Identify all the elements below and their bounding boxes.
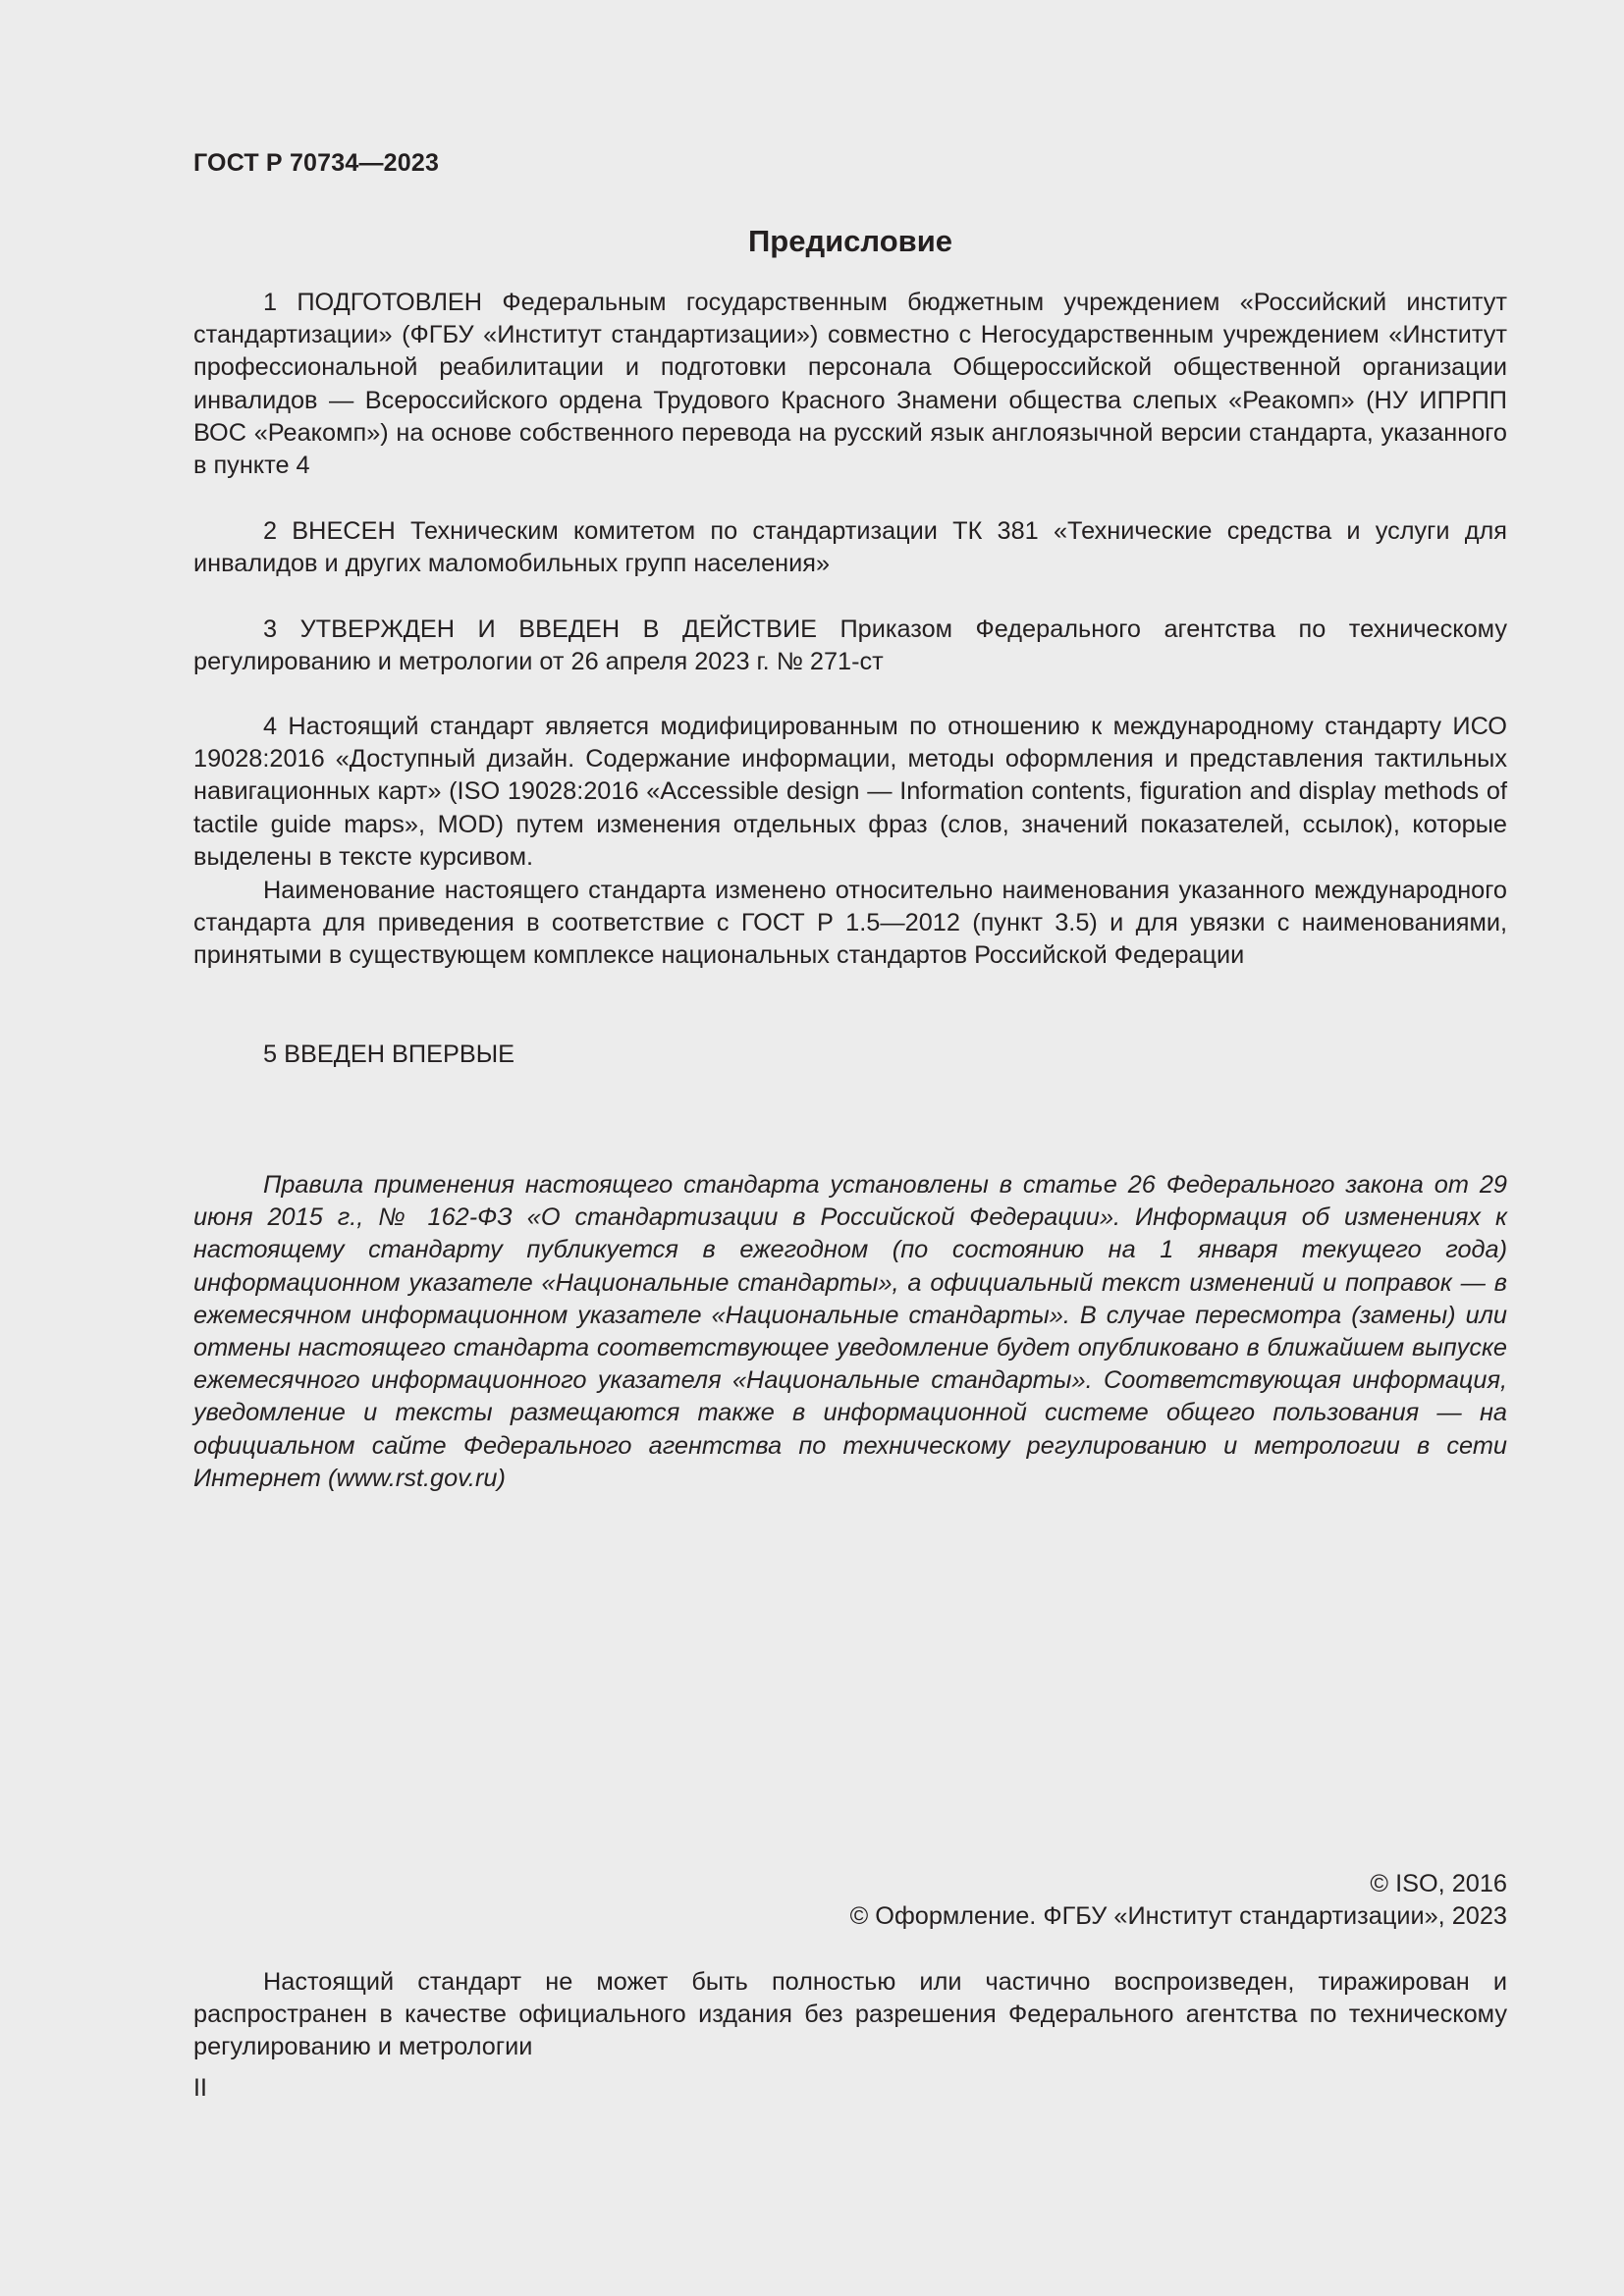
paragraph-modified-text: 4 Настоящий стандарт является модифицированным по отношению к международному стандарту ИСО 19028:2016 «Доступный дизайн. Содержание информации, методы оформления и представления тактильных навигационных карт» (ISO 19028:2016 «Accessible design — Information contents, figuration and display methods of tactile guide maps», MOD) путем изменения отдельных фраз (слов, значений показателей, ссылок), которые выделены в тексте курсивом.: [193, 713, 1507, 871]
copyright-iso: © ISO, 2016: [1370, 1870, 1507, 1897]
paragraph-first-introduced: [193, 1039, 1507, 1071]
paragraph-submitted-text: 2 ВНЕСЕН Техническим комитетом по стандартизации ТК 381 «Технические средства и услуги для инвалидов и других маломобильных групп населения»: [193, 517, 1507, 578]
paragraph-reproduction-notice-text: Настоящий стандарт не может быть полностью или частично воспроизведен, тиражирован и распространен в качестве официального издания без разрешения Федерального агентства по техническому регулированию и метрологии: [193, 1968, 1507, 2061]
paragraph-prepared: [193, 287, 1507, 482]
section-title: Предисловие: [747, 224, 952, 258]
copyright-design: © Оформление. ФГБУ «Институт стандартизации», 2023: [849, 1902, 1507, 1930]
paragraph-prepared-text: 1 ПОДГОТОВЛЕН Федеральным государственным бюджетным учреждением «Российский институт стандартизации» (ФГБУ «Институт стандартизации») совместно с Негосударственным учреждением «Институт профессиональной реабилитации и подготовки персонала Общероссийской общественной организации инвалидов — Всероссийского ордена Трудового Красного Знамени общества слепых «Реакомп» (НУ ИПРПП ВОС «Реакомп») на основе собственного перевода на русский язык англоязычной версии стандарта, указанного в пункте 4: [193, 289, 1507, 480]
paragraph-first-introduced-text: 5 ВВЕДЕН ВПЕРВЫЕ: [263, 1041, 514, 1068]
paragraph-reproduction-notice: [193, 1966, 1507, 2064]
paragraph-application-rules-text: Правила применения настоящего стандарта установлены в статье 26 Федерального закона от 29 июня 2015 г., № 162-ФЗ «О стандартизации в Российской Федерации». Информация об изменениях к настоящему стандарту публикуется в ежегодном (по состоянию на 1 января текущего года) информационном указателе «Национальные стандарты», а официальный текст изменений и поправок — в ежемесячном информационном указателе «Национальные стандарты». В случае пересмотра (замены) или отмены настоящего стандарта соответствующее уведомление будет опубликовано в ближайшем выпуске ежемесячного информационного указателя «Национальные стандарты». Соответствующая информация, уведомление и тексты размещаются также в информационной системе общего пользования — на официальном сайте Федерального агентства по техническому регулированию и метрологии в сети Интернет (www.rst.gov.ru): [193, 1171, 1507, 1492]
paragraph-application-rules: [193, 1169, 1507, 1495]
paragraph-approved: [193, 614, 1507, 678]
document-code: ГОСТ Р 70734—2023: [193, 149, 440, 177]
paragraph-approved-text: 3 УТВЕРЖДЕН И ВВЕДЕН В ДЕЙСТВИЕ Приказом Федерального агентства по техническому регулированию и метрологии от 26 апреля 2023 г. № 271-ст: [193, 615, 1507, 676]
document-page: [193, 0, 1507, 2296]
paragraph-submitted: [193, 515, 1507, 580]
paragraph-title-changed: [193, 875, 1507, 973]
paragraph-modified: [193, 711, 1507, 874]
paragraph-title-changed-text: Наименование настоящего стандарта изменено относительно наименования указанного международного стандарта для приведения в соответствие с ГОСТ Р 1.5—2012 (пункт 3.5) и для увязки с наименованиями, принятыми в существующем комплексе национальных стандартов Российской Федерации: [193, 877, 1507, 970]
page-number: II: [193, 2074, 207, 2102]
